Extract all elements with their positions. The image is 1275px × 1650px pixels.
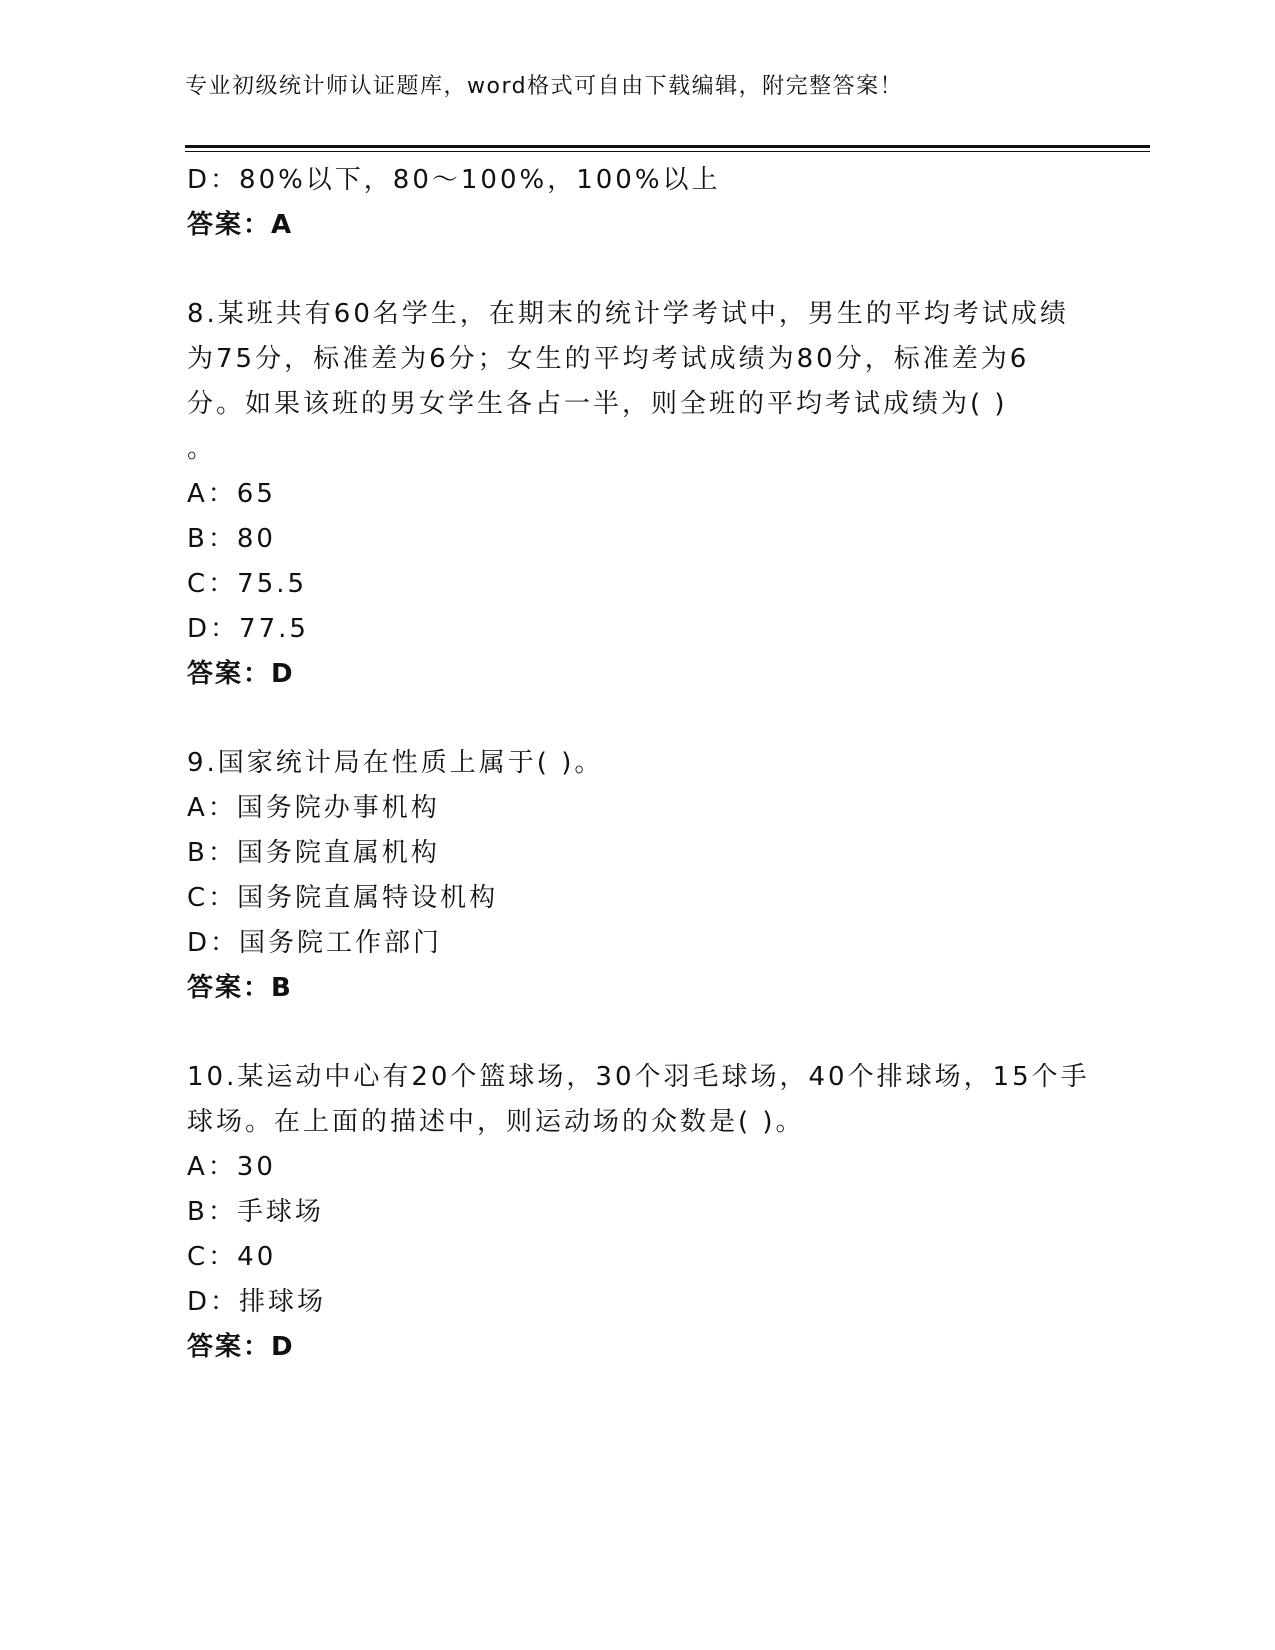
page-header: 专业初级统计师认证题库，word格式可自由下载编辑，附完整答案！	[185, 74, 904, 99]
option-d: D：77.5	[187, 614, 309, 644]
spacer	[187, 248, 1087, 292]
answer: 答案：B	[187, 973, 293, 1003]
prev-option-d: D：80%以下，80～100%，100%以上	[187, 165, 721, 195]
option-b: B：国务院直属机构	[187, 838, 440, 868]
question-8	[187, 292, 1087, 697]
question-content	[187, 158, 1090, 1370]
option-c: C：40	[187, 1242, 277, 1272]
spacer	[187, 1011, 1087, 1055]
question-stem-line: 球场。在上面的描述中，则运动场的众数是( )。	[187, 1107, 805, 1137]
question-stem-line: 9.国家统计局在性质上属于( )。	[187, 748, 604, 778]
answer: 答案：D	[187, 659, 295, 689]
option-d: D：国务院工作部门	[187, 928, 443, 958]
question-stem-line: 为75分，标准差为6分；女生的平均考试成绩为80分，标准差为6	[187, 344, 1030, 374]
spacer	[187, 697, 1087, 741]
answer: 答案：D	[187, 1332, 295, 1362]
option-d: D：排球场	[187, 1287, 327, 1317]
question-9	[187, 741, 1087, 1011]
option-a: A：65	[187, 479, 276, 509]
question-stem-line: 10.某运动中心有20个篮球场，30个羽毛球场，40个排球场，15个手	[187, 1062, 1090, 1092]
option-c: C：国务院直属特设机构	[187, 883, 499, 913]
option-a: A：30	[187, 1152, 276, 1182]
question-10	[187, 1055, 1090, 1370]
option-b: B：手球场	[187, 1197, 324, 1227]
question-stem-line: 。	[187, 434, 217, 464]
option-c: C：75.5	[187, 569, 308, 599]
option-a: A：国务院办事机构	[187, 793, 440, 823]
header-rule-thin	[185, 151, 1150, 152]
question-stem-line: 分。如果该班的男女学生各占一半，则全班的平均考试成绩为( )	[187, 389, 1008, 419]
question-stem-line: 8.某班共有60名学生，在期末的统计学考试中，男生的平均考试成绩	[187, 299, 1069, 329]
option-b: B：80	[187, 524, 276, 554]
header-rule-thick	[185, 145, 1150, 148]
prev-answer: 答案：A	[187, 210, 294, 240]
